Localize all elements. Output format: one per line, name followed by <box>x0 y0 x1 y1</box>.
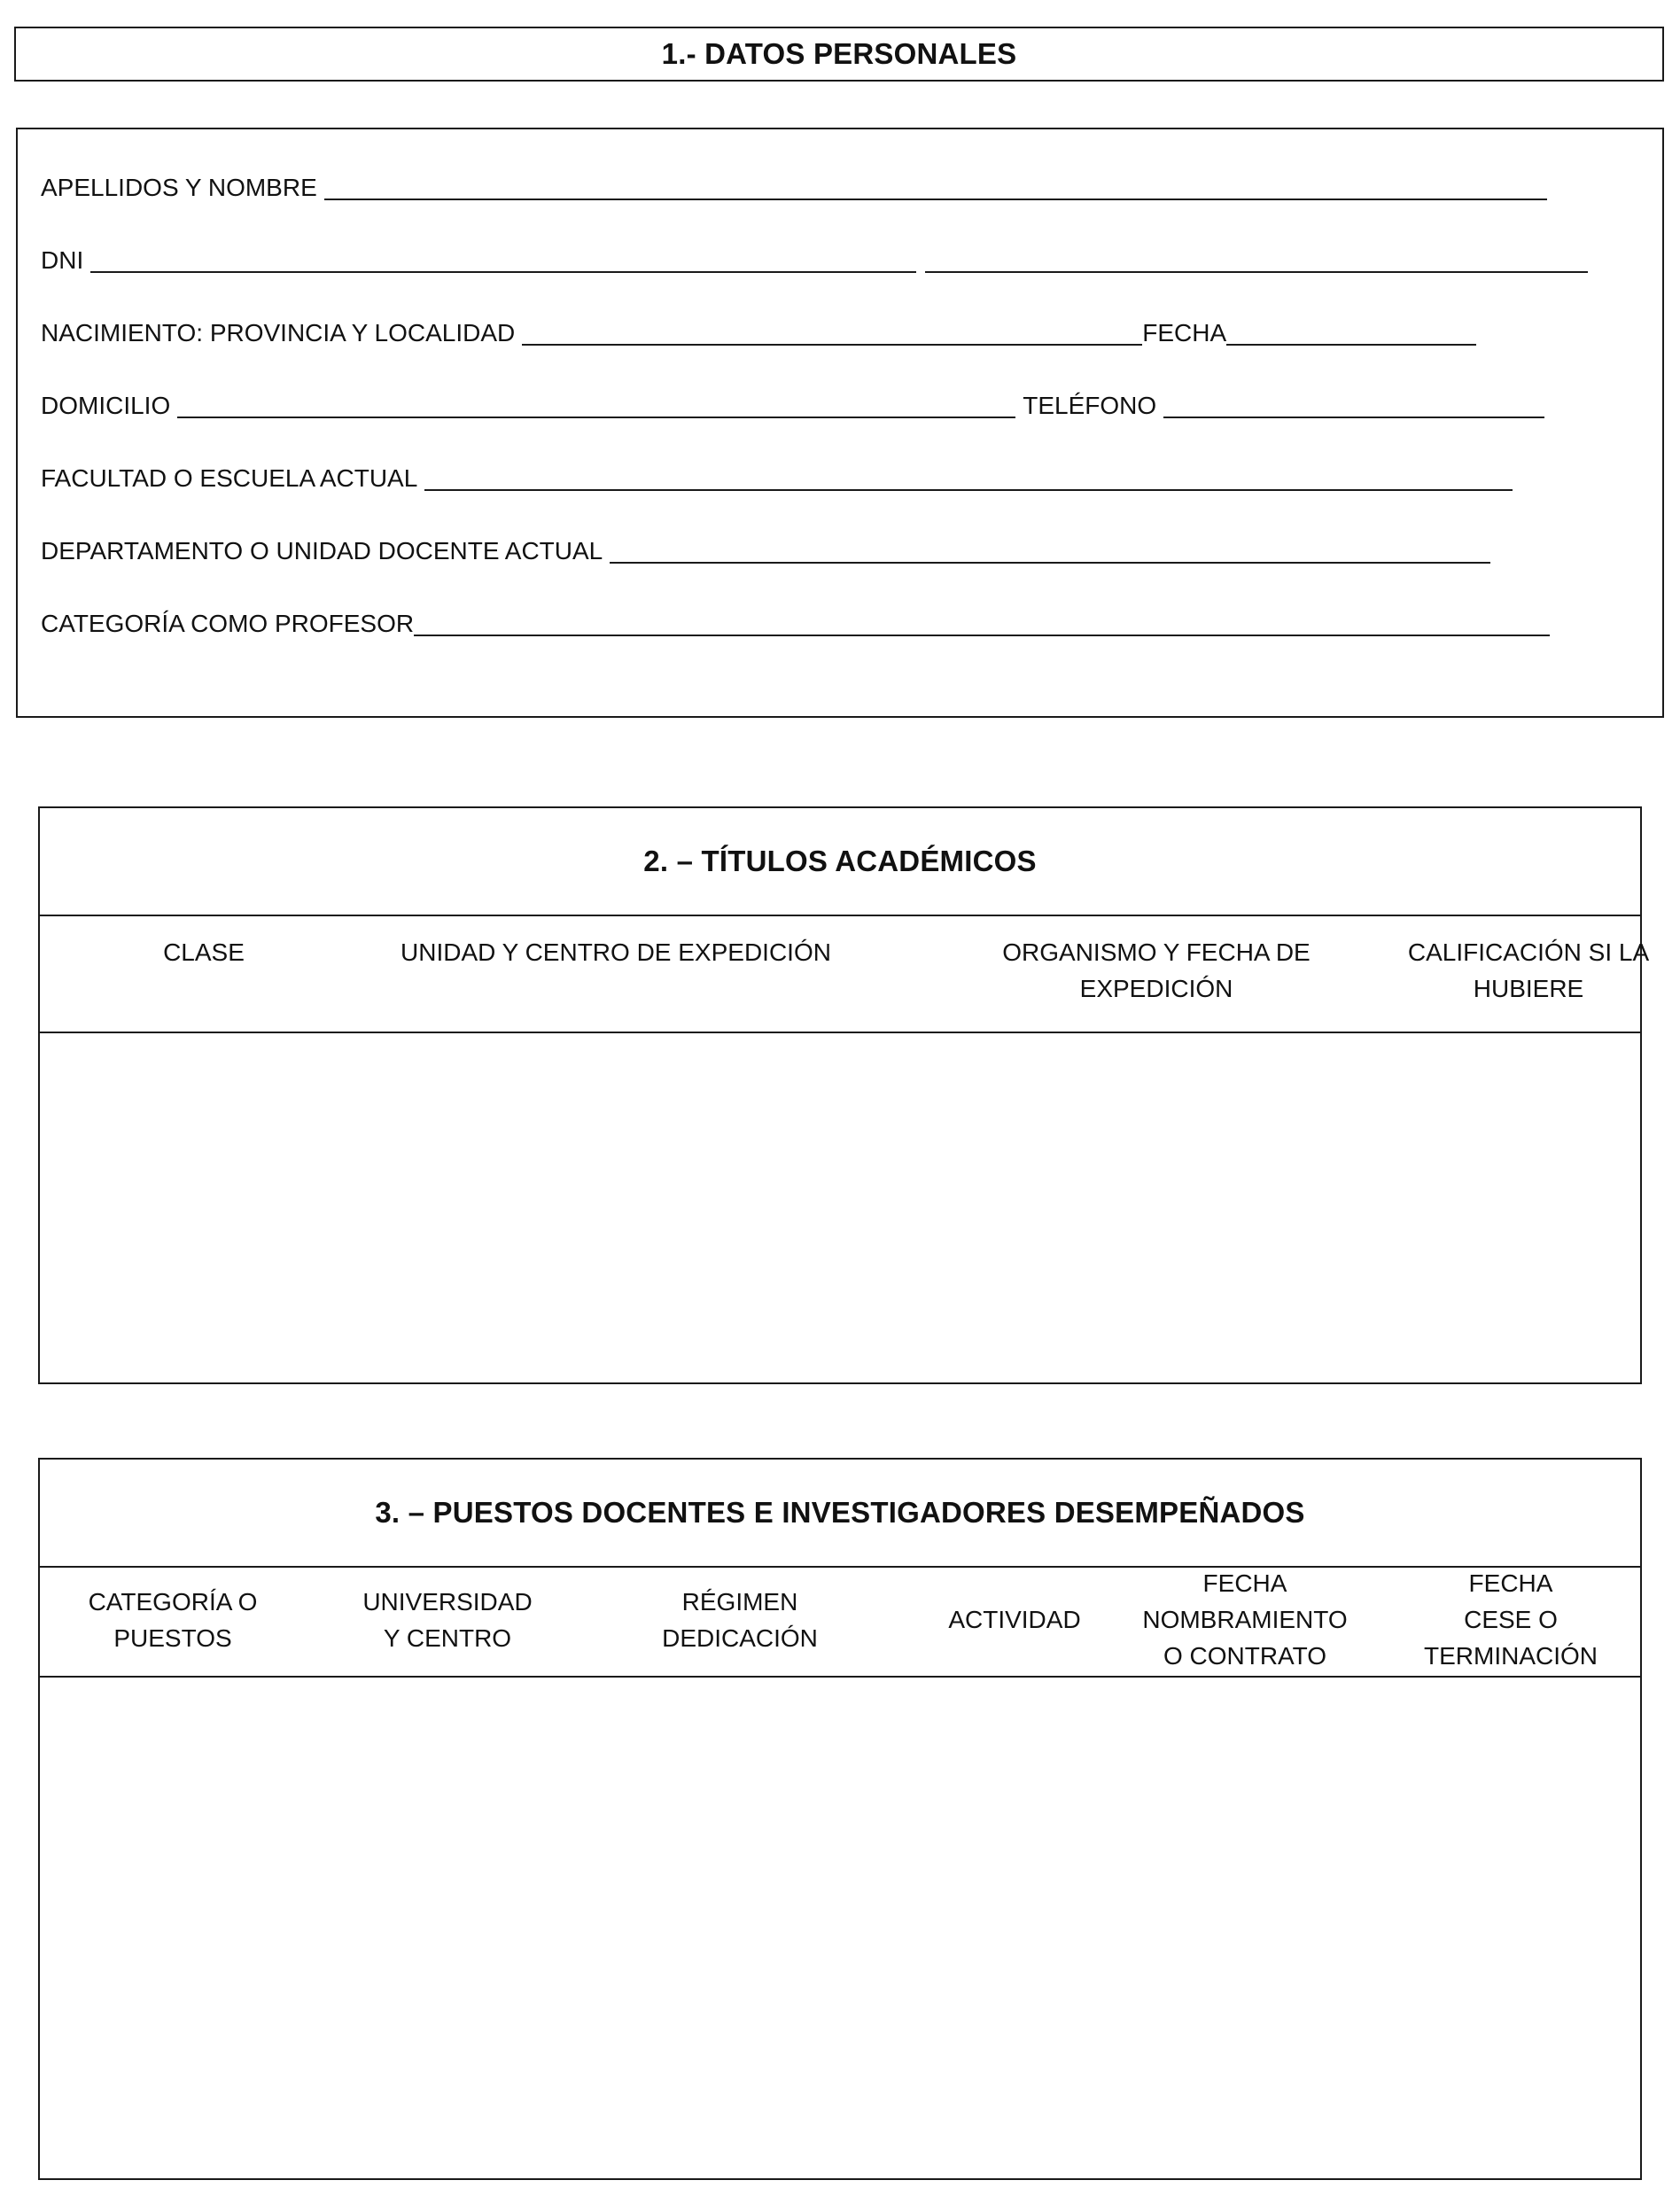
facultad-field[interactable] <box>424 466 1513 491</box>
categoria-field[interactable] <box>414 611 1550 636</box>
departamento-field[interactable] <box>610 539 1490 564</box>
dni-field[interactable] <box>90 248 916 273</box>
column-header: CLASE <box>163 938 245 966</box>
fecha-label: FECHA <box>1142 319 1227 346</box>
section-3-title: 3. – PUESTOS DOCENTES E INVESTIGADORES DESEMPEÑADOS <box>375 1496 1305 1529</box>
apellidos-row <box>41 172 1547 202</box>
facultad-label: FACULTAD O ESCUELA ACTUAL <box>41 464 418 492</box>
column-header: UNIDAD Y CENTRO DE EXPEDICIÓN <box>401 938 831 966</box>
apellidos-label: APELLIDOS Y NOMBRE <box>41 174 317 201</box>
facultad-row <box>41 463 1513 493</box>
column-header: CALIFICACIÓN SI LA HUBIERE <box>1407 938 1650 1002</box>
column-header: ORGANISMO Y FECHA DE EXPEDICIÓN <box>1002 938 1311 1002</box>
domicilio-label: DOMICILIO <box>41 392 171 419</box>
column-header: RÉGIMEN DEDICACIÓN <box>662 1588 818 1652</box>
column-header: CATEGORÍA O PUESTOS <box>88 1588 258 1652</box>
nacimiento-label: NACIMIENTO: PROVINCIA Y LOCALIDAD <box>41 319 516 346</box>
dni-row <box>41 245 1588 275</box>
titulos-table <box>38 806 1650 1384</box>
section-1-title: 1.- DATOS PERSONALES <box>661 37 1017 70</box>
domicilio-row <box>41 390 1544 420</box>
telefono-label: TELÉFONO <box>1023 392 1157 419</box>
puestos-column-headers <box>40 1566 1640 1678</box>
domicilio-field[interactable] <box>177 393 1015 418</box>
nacimiento-row <box>41 317 1476 347</box>
dni-extra-field[interactable] <box>925 248 1588 273</box>
departamento-label: DEPARTAMENTO O UNIDAD DOCENTE ACTUAL <box>41 537 603 565</box>
titulos-column-headers <box>40 915 1650 1033</box>
dni-label: DNI <box>41 246 84 274</box>
section-2-title: 2. – TÍTULOS ACADÉMICOS <box>643 845 1037 877</box>
telefono-field[interactable] <box>1163 393 1544 418</box>
column-header: FECHA NOMBRAMIENTO O CONTRATO <box>1142 1569 1348 1670</box>
column-header: ACTIVIDAD <box>948 1606 1081 1633</box>
section-1-header <box>14 27 1664 82</box>
fecha-field[interactable] <box>1226 321 1476 346</box>
puestos-table <box>38 1458 1642 2180</box>
section-2-header <box>40 808 1640 916</box>
column-header: FECHA CESE O TERMINACIÓN <box>1424 1569 1598 1670</box>
personal-data-form <box>16 128 1664 718</box>
categoria-label: CATEGORÍA COMO PROFESOR <box>41 610 415 637</box>
categoria-row <box>41 608 1550 638</box>
apellidos-field[interactable] <box>324 175 1547 200</box>
puestos-entry-area[interactable] <box>40 1678 1640 2178</box>
nacimiento-field[interactable] <box>522 321 1142 346</box>
departamento-row <box>41 535 1490 565</box>
column-header: UNIVERSIDAD Y CENTRO <box>362 1588 533 1652</box>
section-3-header <box>40 1460 1640 1568</box>
titulos-entry-area[interactable] <box>40 1033 1640 1382</box>
